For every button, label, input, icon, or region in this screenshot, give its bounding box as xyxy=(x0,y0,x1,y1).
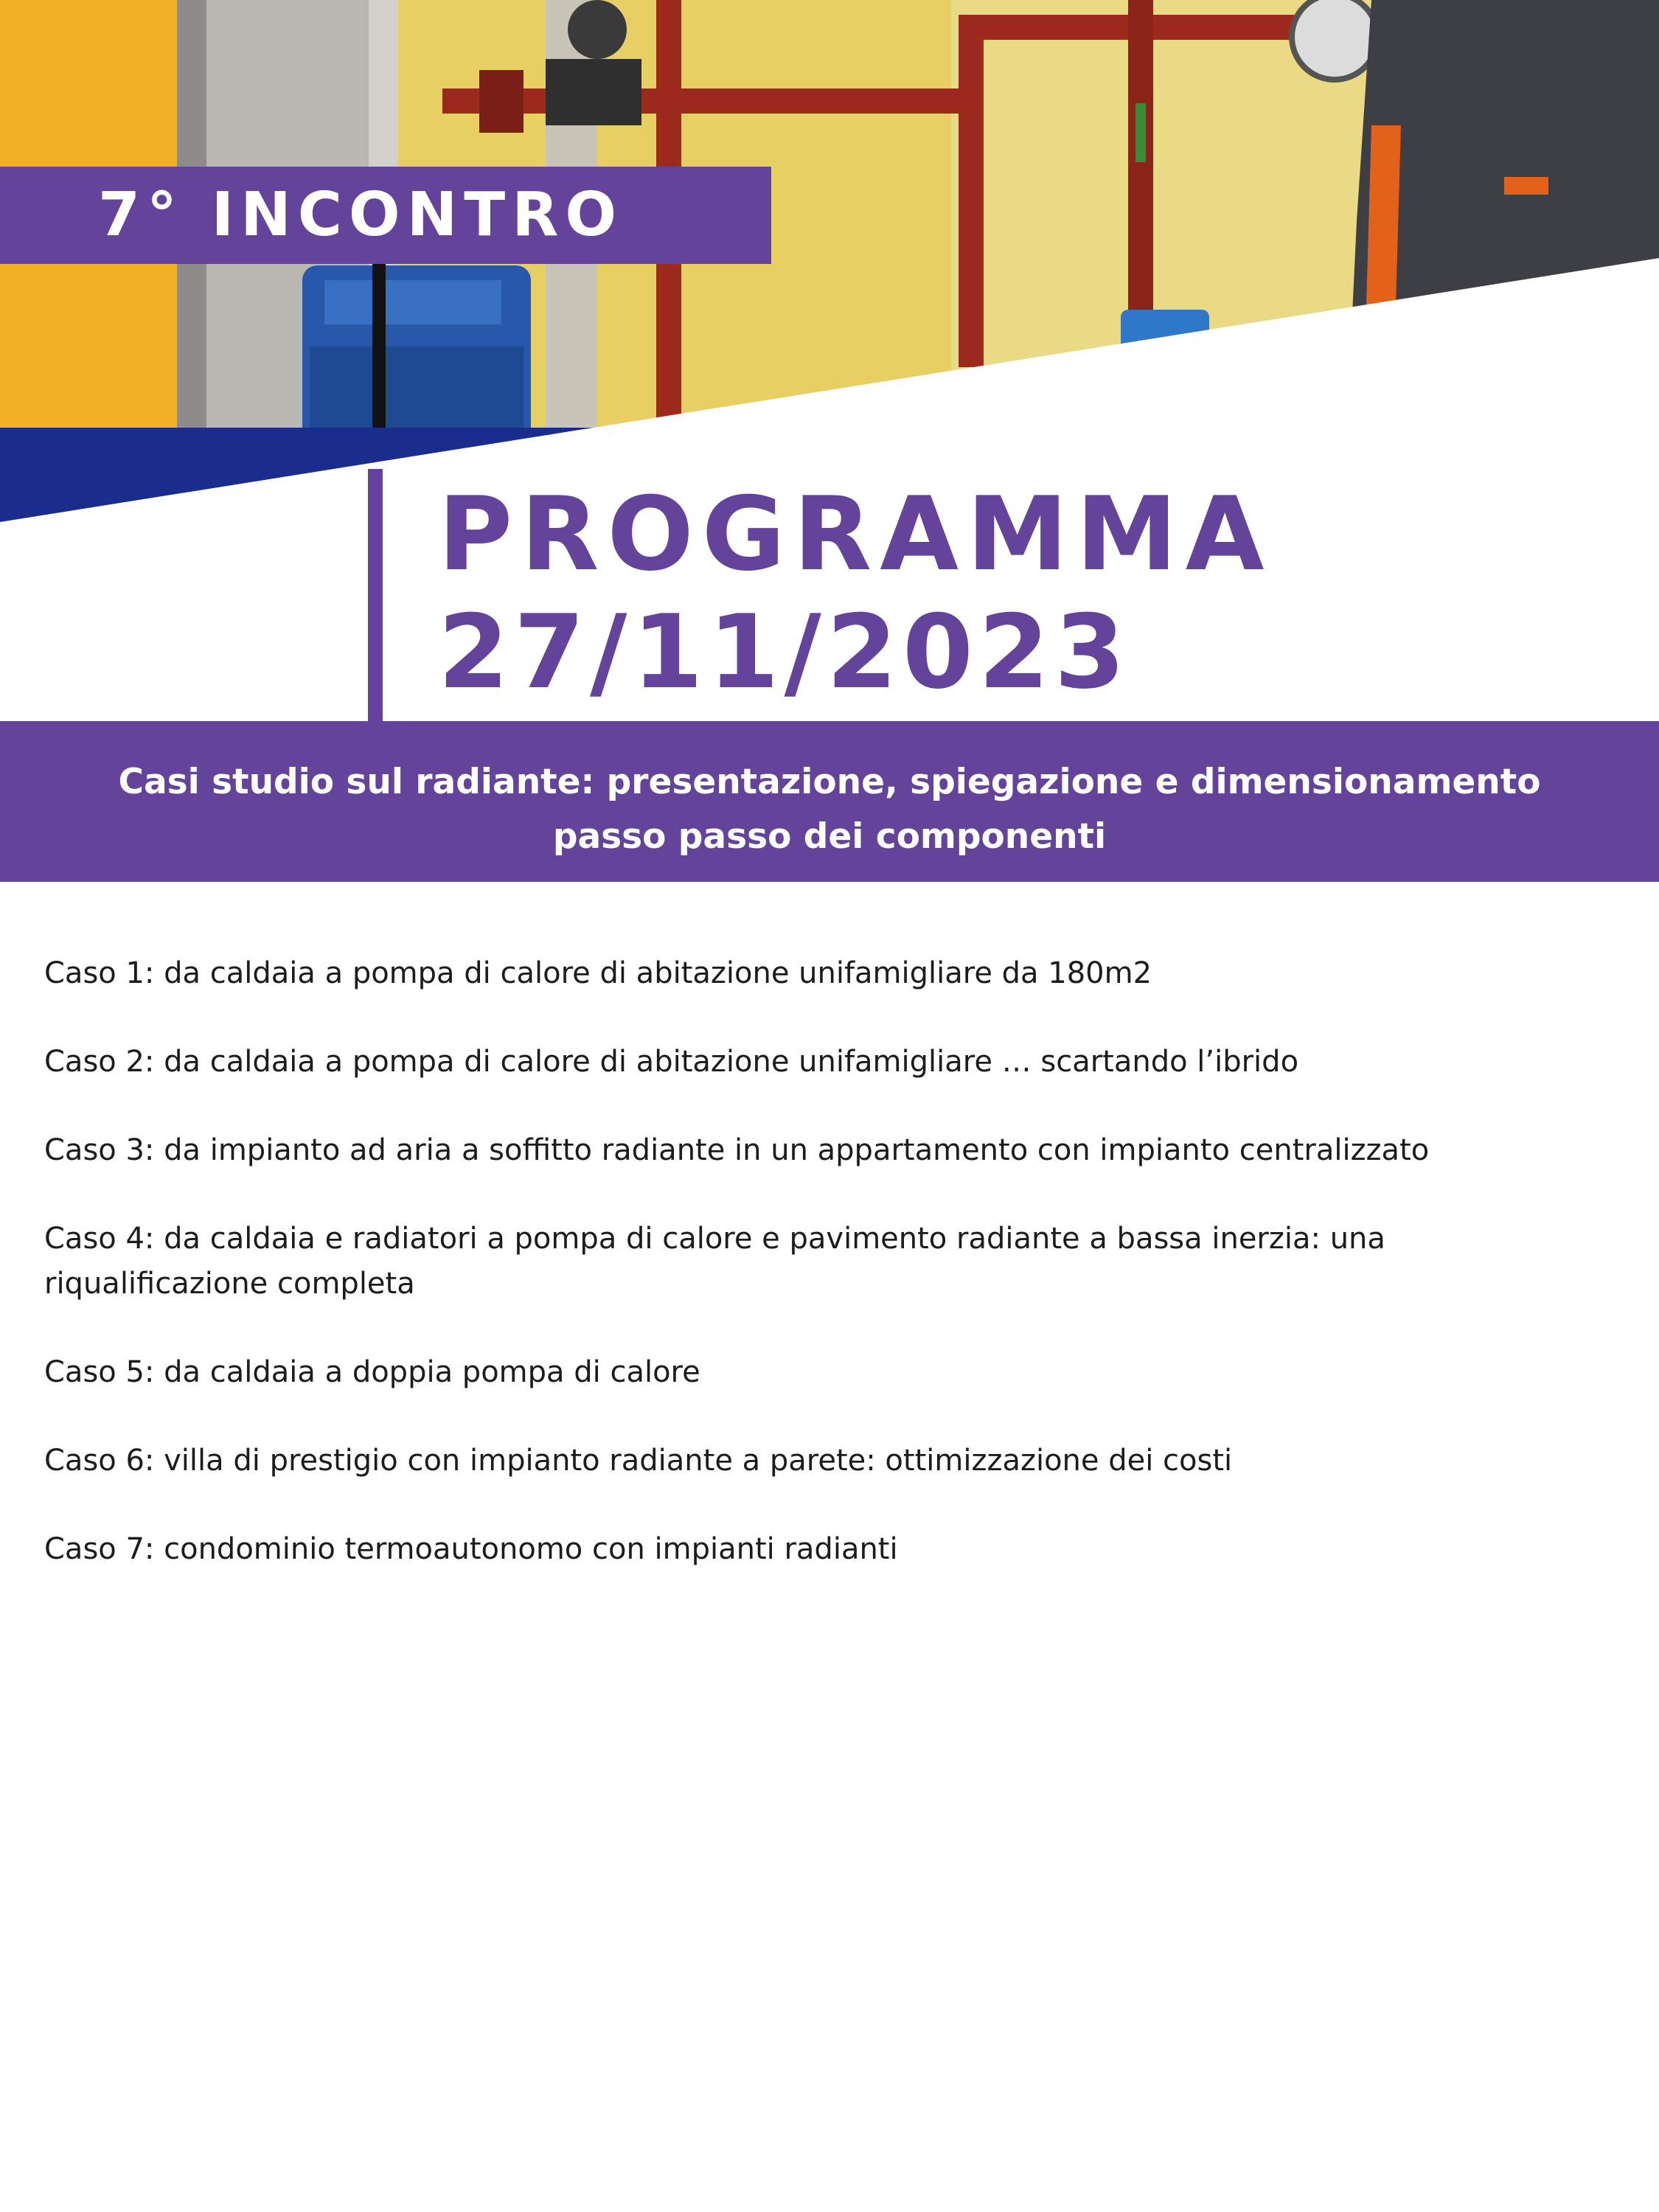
subtitle-text xyxy=(59,755,1600,864)
page-title: PROGRAMMA xyxy=(438,475,1273,594)
subtitle-band xyxy=(0,721,1659,882)
title-rule xyxy=(368,469,383,721)
meeting-banner xyxy=(0,167,771,264)
case-item-1: Caso 1: da caldaia a pompa di calore di abitazione unifamigliare da 180m2 xyxy=(44,956,1152,990)
meeting-label: 7° INCONTRO xyxy=(98,180,624,250)
case-item-2: Caso 2: da caldaia a pompa di calore di abitazione unifamigliare … scartando l’ibrido xyxy=(44,1045,1299,1079)
case-item-3: Caso 3: da impianto ad aria a soffitto radiante in un appartamento con impianto centralizzato xyxy=(44,1133,1430,1167)
case-list xyxy=(44,951,1600,1615)
case-item-7: Caso 7: condominio termoautonomo con impianti radianti xyxy=(44,1532,898,1566)
subtitle-line-1: Casi studio sul radiante: presentazione, spiegazione e dimensionamento xyxy=(118,762,1541,802)
case-item-5: Caso 5: da caldaia a doppia pompa di calore xyxy=(44,1355,700,1389)
case-item-4: Caso 4: da caldaia e radiatori a pompa di calore e pavimento radiante a bassa inerzia: una riqualificazione completa xyxy=(44,1222,1385,1301)
subtitle-line-2: passo passo dei componenti xyxy=(552,816,1107,857)
event-date: 27/11/2023 xyxy=(438,593,1130,712)
case-item-6: Caso 6: villa di prestigio con impianto radiante a parete: ottimizzazione dei costi xyxy=(44,1444,1233,1478)
